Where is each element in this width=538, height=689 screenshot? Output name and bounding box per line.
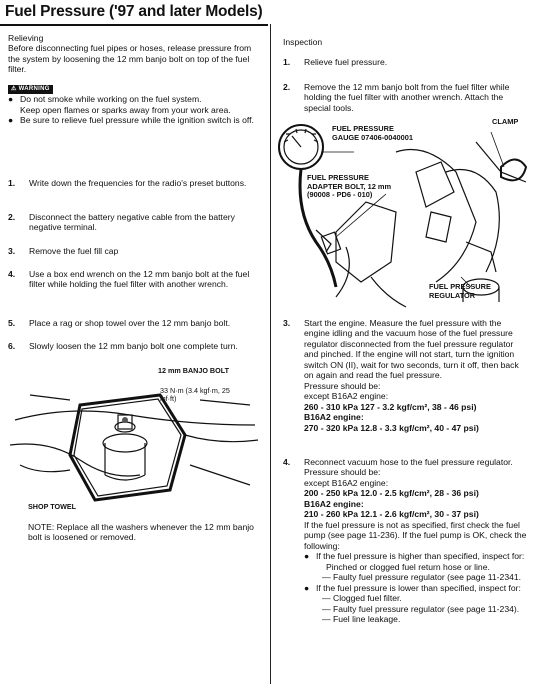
step-text: Remove the fuel fill cap: [29, 246, 119, 256]
pressure-should-be: Pressure should be:: [304, 380, 381, 391]
except-engine-value: 200 - 250 kPa 12.0 - 2.5 kgf/cm², 28 - 36 psi): [304, 488, 479, 499]
except-engine-label: except B16A2 engine:: [304, 477, 389, 488]
lower-item: — Clogged fuel filter.: [322, 593, 402, 604]
warning-badge-label: WARNING: [18, 85, 50, 92]
warning-badge: ⚠ WARNING: [8, 85, 53, 94]
right-step-2: [283, 82, 529, 113]
step-text: Place a rag or shop towel over the 12 mm banjo bolt.: [29, 318, 231, 328]
step-text: Slowly loosen the 12 mm banjo bolt one complete turn.: [29, 341, 238, 351]
warning-bullet-1-cont: Keep open flames or sparks away from your work area.: [20, 104, 231, 115]
right-step-4: [283, 457, 529, 625]
step-number: 5.: [8, 318, 16, 328]
right-step-3: [283, 318, 529, 433]
step-text: Remove the 12 mm banjo bolt from the fuel filter while holding the fuel filter with another wrench. Attach the special tools.: [304, 82, 510, 113]
higher-bullet: ● If the fuel pressure is higher than specified, inspect for:: [304, 551, 525, 562]
step-number: 1.: [8, 178, 16, 188]
inspection-heading: Inspection: [283, 37, 323, 47]
b16a2-engine-label: B16A2 engine:: [304, 412, 364, 423]
lower-item: — Fuel line leakage.: [322, 614, 401, 625]
banjo-torque-spec: 33 N·m (3.4 kgf·m, 25 lbf·ft): [160, 386, 230, 404]
step-text: Relieve fuel pressure.: [304, 57, 388, 67]
left-step-5: [8, 318, 260, 328]
lower-item: — Faulty fuel pressure regulator (see page 11-234).: [322, 603, 520, 614]
left-step-6: [8, 341, 260, 351]
step-3-body: [304, 318, 529, 433]
step-number: 4.: [283, 457, 291, 467]
left-step-1: [8, 178, 260, 188]
left-column: [8, 33, 260, 126]
warning-bullet-2: Be sure to relieve fuel pressure while the ignition switch is off.: [20, 115, 254, 126]
step-number: 2.: [8, 212, 16, 222]
step-text: Write down the frequencies for the radio's preset buttons.: [29, 178, 247, 188]
step-number: 1.: [283, 57, 291, 67]
higher-item: Pinched or clogged fuel return hose or line.: [326, 561, 490, 572]
left-step-4: [8, 269, 260, 290]
adapter-bolt-label: FUEL PRESSURE ADAPTER BOLT, 12 mm (90008 - PD6 - 010): [307, 173, 392, 200]
higher-text: If the fuel pressure is higher than specified, inspect for:: [316, 551, 525, 562]
step-4-body: [304, 457, 529, 625]
followup-text: If the fuel pressure is not as specified, first check the fuel pump (see page 11-236). If the fuel pump is OK, check the following:: [304, 519, 527, 551]
b16a2-engine-label: B16A2 engine:: [304, 498, 364, 509]
lower-text: If the fuel pressure is lower than specified, inspect for:: [316, 582, 521, 593]
banjo-bolt-label: 12 mm BANJO BOLT: [158, 366, 229, 375]
pressure-regulator-label: FUEL PRESSURE REGULATOR: [429, 282, 491, 300]
relieving-text: Before disconnecting fuel pipes or hoses, release pressure from the system by loosening the 12 mm banjo bolt on top of the fuel filter.: [8, 43, 252, 75]
step-text: Disconnect the battery negative cable from the battery negative terminal.: [29, 212, 235, 233]
step-text: Start the engine. Measure the fuel pressure with the engine idling and the vacuum hose of the fuel pressure regulator disconnected from the fuel pressure regulator and pinched. If the engine will not start, turn the ignition switch ON (II), wait for two seconds, turn it off, then back on again and read the fuel pressure.: [304, 318, 519, 381]
step-text: Use a box end wrench on the 12 mm banjo bolt at the fuel filter while holding the fuel filter with another wrench.: [29, 269, 250, 290]
step-number: 4.: [8, 269, 16, 279]
step-number: 2.: [283, 82, 291, 92]
title-rule: [0, 24, 268, 26]
higher-item: — Faulty fuel pressure regulator (see page 11-2341.: [322, 572, 522, 583]
warning-bullet: ● Do not smoke while working on the fuel system.: [8, 94, 202, 105]
fuel-pressure-gauge-label: FUEL PRESSURE GAUGE 07406-0040001: [332, 124, 413, 142]
warning-bullet-1: Do not smoke while working on the fuel system.: [20, 94, 202, 105]
clamp-label: CLAMP: [492, 117, 519, 126]
step-number: 6.: [8, 341, 16, 351]
b16a2-engine-value: 210 - 260 kPa 12.1 - 2.6 kgf/cm², 30 - 37 psi): [304, 509, 479, 520]
except-engine-label: except B16A2 engine:: [304, 391, 389, 402]
lower-bullet: ● If the fuel pressure is lower than specified, inspect for:: [304, 582, 521, 593]
right-step-1: [283, 57, 529, 67]
pressure-should-be: Pressure should be:: [304, 467, 381, 478]
warning-bullet: ● Be sure to relieve fuel pressure while the ignition switch is off.: [8, 115, 254, 126]
page-title: Fuel Pressure ('97 and later Models): [5, 3, 263, 20]
b16a2-engine-value: 270 - 320 kPa 12.8 - 3.3 kgf/cm², 40 - 47 psi): [304, 422, 479, 433]
step-text: Reconnect vacuum hose to the fuel pressure regulator.: [304, 457, 513, 467]
except-engine-value: 260 - 310 kPa 127 - 3.2 kgf/cm², 38 - 46 psi): [304, 401, 477, 412]
left-step-3: [8, 246, 260, 256]
relieving-heading: Relieving: [8, 33, 44, 43]
shop-towel-label: SHOP TOWEL: [28, 502, 77, 511]
step-number: 3.: [8, 246, 16, 256]
left-step-2: [8, 212, 260, 233]
step-number: 3.: [283, 318, 291, 328]
washer-note: NOTE: Replace all the washers whenever the 12 mm banjo bolt is loosened or removed.: [28, 522, 254, 543]
column-divider: [270, 24, 271, 684]
